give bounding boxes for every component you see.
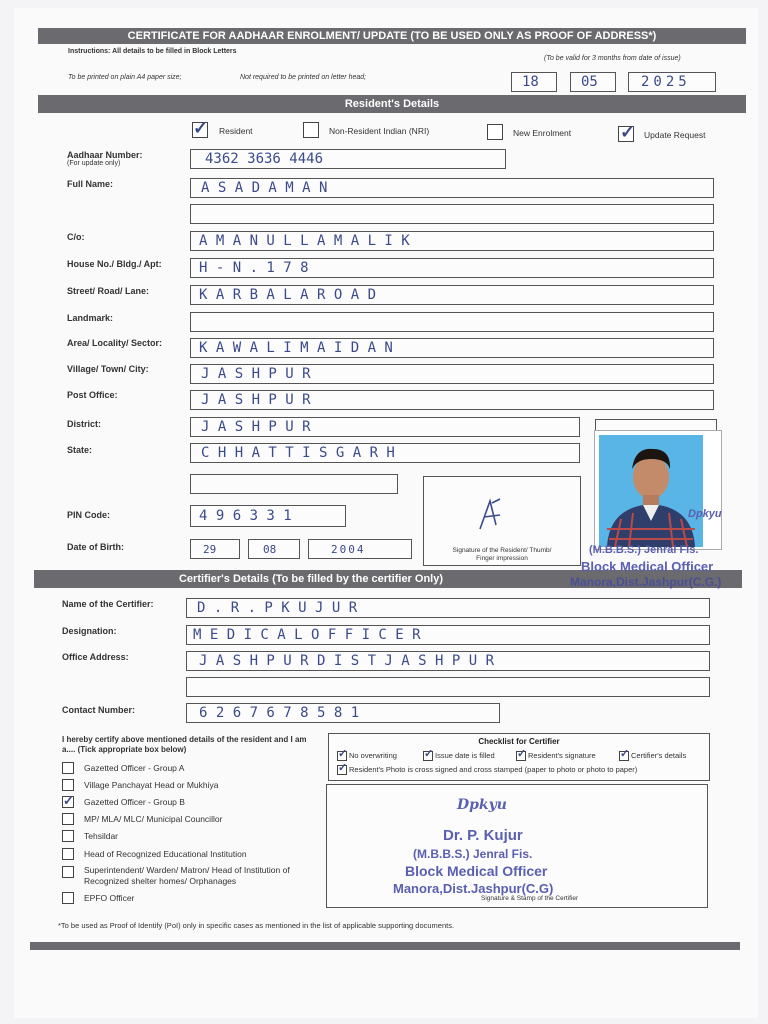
update-request-label: Update Request — [644, 130, 706, 140]
co-field[interactable] — [190, 231, 714, 251]
office-address-line2-field[interactable] — [186, 677, 710, 697]
designation-value: M E D I C A L O F F I C E R — [193, 627, 421, 643]
district-value: J A S H P U R — [201, 419, 311, 435]
footer-note: *To be used as Proof of Identify (PoI) only in specific cases as mentioned in the list of applicable supporting documents. — [58, 921, 455, 930]
village-value: J A S H P U R — [201, 366, 311, 382]
resident-checkbox[interactable]: ✓ — [193, 118, 209, 138]
option-epfo-label: EPFO Officer — [84, 893, 135, 903]
dob-label: Date of Birth: — [67, 542, 124, 552]
office-address-value: J A S H P U R D I S T J A S H P U R — [199, 653, 495, 669]
new-enrolment-checkbox[interactable] — [487, 124, 503, 140]
certifier-name-label: Name of the Certifier: — [62, 599, 154, 609]
resident-signature-caption: Signature of the Resident/ Thumb/ Finger impression — [452, 547, 552, 562]
certificate-title: CERTIFICATE FOR AADHAAR ENROLMENT/ UPDATE (TO BE USED ONLY AS PROOF OF ADDRESS*) — [38, 28, 746, 44]
option-tehsildar-label: Tehsildar — [84, 831, 119, 841]
pin-code-field[interactable] — [190, 505, 346, 527]
landmark-label: Landmark: — [67, 313, 114, 323]
nri-checkbox[interactable] — [303, 122, 319, 138]
option-gazetted-a-label: Gazetted Officer - Group A — [84, 763, 185, 773]
contact-number-field[interactable] — [186, 703, 500, 723]
check-photo-label: Resident's Photo is cross signed and cross stamped (paper to photo or photo to paper) — [349, 765, 638, 774]
aadhaar-number-value: 4362 3636 4446 — [205, 151, 324, 167]
check-no-overwriting-box[interactable]: ✓ — [338, 748, 348, 760]
state-label: State: — [67, 445, 93, 455]
option-superintendent-checkbox[interactable] — [62, 866, 74, 878]
certificate-page — [14, 8, 758, 1018]
office-address-field[interactable] — [186, 651, 710, 671]
street-field[interactable] — [190, 285, 714, 305]
full-name-field[interactable] — [190, 178, 714, 198]
house-label: House No./ Bldg./ Apt: — [67, 259, 162, 269]
street-value: K A R B A L A R O A D — [199, 287, 377, 303]
house-value: H - N . 1 7 8 — [199, 260, 309, 276]
certifier-signature-mark: Dpkyu — [457, 797, 507, 813]
resident-photo — [599, 435, 703, 547]
option-epfo-checkbox[interactable] — [62, 892, 74, 904]
resident-signature-box[interactable] — [423, 476, 581, 566]
dob-year-field[interactable] — [308, 539, 412, 559]
dob-month-field[interactable] — [248, 539, 300, 559]
contact-number-label: Contact Number: — [62, 705, 136, 715]
stamp-line3: Block Medical Officer — [405, 863, 548, 879]
issue-date-month-field[interactable] — [570, 72, 616, 92]
area-value: K A W A L I M A I D A N — [199, 340, 393, 356]
district-label: District: — [67, 419, 102, 429]
validity-note: (To be valid for 3 months from date of issue) — [544, 55, 681, 62]
area-label: Area/ Locality/ Sector: — [67, 338, 163, 348]
state-value: C H H A T T I S G A R H — [201, 445, 395, 461]
dob-month-value: 08 — [263, 543, 277, 556]
pin-label: PIN Code: — [67, 510, 111, 520]
issue-date-month: 05 — [581, 74, 598, 90]
house-field[interactable] — [190, 258, 714, 278]
option-gazetted-b-checkbox[interactable]: ✓ — [63, 793, 74, 808]
checklist-title: Checklist for Certifier — [478, 737, 560, 746]
full-name-label: Full Name: — [67, 179, 114, 189]
full-name-line2-field[interactable] — [190, 204, 714, 224]
option-head-edu-label: Head of Recognized Educational Institution — [84, 849, 247, 859]
check-issue-date-label: Issue date is filled — [435, 751, 495, 760]
office-address-label: Office Address: — [62, 652, 129, 662]
check-certifier-details-box[interactable]: ✓ — [620, 748, 630, 760]
post-office-field[interactable] — [190, 390, 714, 410]
option-panchayat-label: Village Panchayat Head or Mukhiya — [84, 780, 219, 790]
certify-statement: I hereby certify above mentioned details of the resident and I am a.... (Tick appropriate box below) — [62, 735, 307, 754]
option-superintendent-label: Superintendent/ Warden/ Matron/ Head of Institution of Recognized shelter homes/ Orphanages — [84, 865, 290, 886]
stamp-line1: Dr. P. Kujur — [443, 827, 523, 844]
aadhaar-label: Aadhaar Number: (For update only) — [67, 150, 143, 167]
resident-label: Resident — [219, 126, 253, 136]
letterhead-note: Not required to be printed on letter head; — [240, 74, 367, 81]
nri-label: Non-Resident Indian (NRI) — [329, 126, 430, 136]
new-enrolment-label: New Enrolment — [513, 128, 572, 138]
photo-stamp-line3: Manora,Dist.Jashpur(C.G.) — [570, 575, 722, 589]
person-photo-icon — [599, 435, 703, 547]
resident-photo-frame — [594, 430, 722, 550]
contact-number-value: 6 2 6 7 6 7 8 5 8 1 — [199, 705, 360, 721]
landmark-field[interactable] — [190, 312, 714, 332]
issue-date-day-field[interactable] — [511, 72, 557, 92]
check-certifier-details-label: Certifier's details — [631, 751, 687, 760]
option-gazetted-b-label: Gazetted Officer - Group B — [84, 797, 185, 807]
designation-label: Designation: — [62, 626, 117, 636]
check-no-overwriting-label: No overwriting — [349, 751, 397, 760]
option-mp-mla-label: MP/ MLA/ MLC/ Municipal Councillor — [84, 814, 223, 824]
village-label: Village/ Town/ City: — [67, 364, 149, 374]
certifier-section-title: Certifier's Details (To be filled by the certifier Only) — [34, 570, 588, 588]
check-issue-date-box[interactable]: ✓ — [424, 748, 434, 760]
check-resident-signature-box[interactable]: ✓ — [517, 748, 527, 760]
resident-section-title: Resident's Details — [38, 95, 746, 113]
option-head-edu-checkbox[interactable] — [62, 848, 74, 860]
option-tehsildar-checkbox[interactable] — [62, 830, 74, 842]
village-field[interactable] — [190, 364, 714, 384]
stamp-line4: Manora,Dist.Jashpur(C.G) — [393, 881, 554, 896]
footer-bar — [30, 942, 740, 950]
street-label: Street/ Road/ Lane: — [67, 286, 150, 296]
post-office-value: J A S H P U R — [201, 392, 311, 408]
option-panchayat-checkbox[interactable] — [62, 779, 74, 791]
pin-code-value: 4 9 6 3 3 1 — [199, 508, 292, 524]
update-request-checkbox[interactable]: ✓ — [620, 122, 636, 142]
certifier-name-value: D . R . P K U J U R — [197, 600, 358, 616]
certifier-signature-caption: Signature & Stamp of the Certifier — [481, 895, 579, 902]
certifier-checklist-box — [328, 733, 710, 781]
option-mp-mla-checkbox[interactable] — [62, 813, 74, 825]
resident-signature-mark — [470, 495, 510, 535]
aadhaar-number-field[interactable] — [190, 149, 506, 169]
dob-day-value: 29 — [203, 543, 217, 556]
check-photo-box[interactable]: ✓ — [338, 762, 348, 774]
dob-day-field[interactable] — [190, 539, 240, 559]
photo-cross-signature: Dpkyu — [688, 508, 722, 520]
issue-date-year-field[interactable] — [628, 72, 716, 92]
stamp-line2: (M.B.B.S.) Jenral Fis. — [413, 847, 533, 861]
designation-field[interactable] — [186, 625, 710, 645]
co-label: C/o: — [67, 232, 85, 242]
area-field[interactable] — [190, 338, 714, 358]
district-field[interactable] — [190, 417, 580, 437]
check-resident-signature-label: Resident's signature — [528, 751, 596, 760]
issue-date-year: 2025 — [641, 74, 691, 90]
instructions: Instructions: All details to be filled in Block Letters — [68, 48, 237, 55]
photo-stamp-line2: Block Medical Officer — [581, 559, 714, 574]
issue-date-day: 18 — [522, 74, 539, 90]
option-gazetted-a-checkbox[interactable] — [62, 762, 74, 774]
dob-year-value: 2004 — [331, 543, 366, 556]
certifier-signature-box[interactable] — [326, 784, 708, 908]
full-name-value: A S A D A M A N — [201, 180, 328, 196]
post-office-label: Post Office: — [67, 390, 118, 400]
certifier-name-field[interactable] — [186, 598, 710, 618]
paper-note: To be printed on plain A4 paper size; — [68, 74, 182, 81]
co-value: A M A N U L L A M A L I K — [199, 233, 410, 249]
photo-stamp-line1: (M.B.B.S.) Jenral Fis. — [589, 544, 699, 556]
state-field[interactable] — [190, 443, 580, 463]
state-extra-field[interactable] — [190, 474, 398, 494]
